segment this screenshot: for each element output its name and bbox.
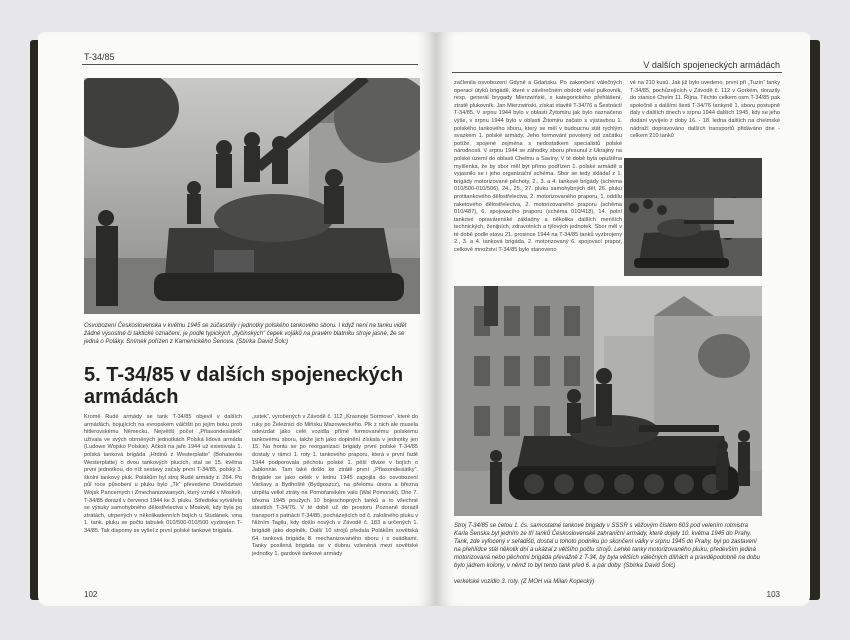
right-text-column-2: vé na 210 kusů. Jak již bylo uvedeno, první při „Tuzin“ tanky T-34/85, pochůzejících v Závodě č. 112 v Gorkém, dorazily do stanice Chelm 11. Října. Těchto celkem osm T-34/85 pak společně s dalšími šesti T-34/76 tankyně 1. sboru postupně daly v dalších dnech v srpnu 1944 dalších 1945, kdy se jeho dodání vyvíjelo z doby 16. - 18. ledna dalších na chelmské nádraží dopravováno dalších transportů přidáváno dne - celkem 210 tanků <box>630 80 780 140</box>
photo-tank-in-crowd <box>624 158 762 276</box>
right-photo-caption: Stroj T-34/85 se četou 1. čs. samostatné tankové brigády v SSSR s věžovým číslem 603 pod velením rotmistra Karla Šenska byl jedním ze tří tanků Československé zahraniční armády, které dojely 10. května 1945 do Prahy. Tank, zde vyfocený v seřadišti, dostal u tohoto podniku po skončení války v srpnu 1945 do Prahy, byl po zastavení na přehlídce stál několik dní a ukázal z většího počtu strojů. Lehké tanky motorizovaného pluku, především jediná motorizovaná nebo pěchotní brigáda převážně z T-34, by byla větších válečných dílňách a pravděpodobně na dobu bylo jádrem kolony, v němž to byl tento tank před 6. a pár doby. (Sbírka David Šolc) <box>454 523 760 569</box>
photo-tank-in-city-square <box>454 286 762 516</box>
running-head: T-34/85 <box>84 52 115 62</box>
left-photo-caption: Osvobození Československa v květnu 1945 se zúčastnily i jednotky polského tankového sboru. I když není na tanku vidět žádné výsostné či taktické označení, je podle typických „tlyčinských“ čepek vojáků na pravém blatníku stroje jasné, že se jedná o Poláky. Snímek pořízen z Kamenického Šenova. (Sbírka David Šolc) <box>84 323 407 345</box>
right-photo-caption-end: verkelské vozidlo 3. roty. (Z MOH via Milan Kopecký) <box>454 579 595 585</box>
chapter-heading: 5. T-34/85 v dalších spojeneckých armádách <box>84 364 404 408</box>
header-rule <box>82 64 418 65</box>
left-text-column-2: „sstek“, vyrobených v Závodě č. 112 „Krasnoje Sormovo“, které do ruky po Železnici do Mińsku Mazowieckého. Plk z nich ale musela odevzdat jako celé vozidla přímé formovanému polskému tankovému sboru, takže jich jako doplnění získala v jednotky jen 15. Na frontu se po reorganizaci brigády první polské T-34/85 dostaly v rámci 1. roty 1. tankového praporu, která v první řadě 1944 podporovala pěchotu polské 1. pěší divize v bojích o Jabłonnie. Tam také došlo ke ztrátě první „Přiasondesiátky“. Brigáde se jako celek v lednu 1945 zapojila do osvobození Varšavy a Bydhoště (Bydgoszcz), na přelomu února a března utrpěla velké ztráty na Pomořanském valu (Wał Pomorski). Dne 7. března 1945 použych 10 bojeschopných tanků a to všechné stavitích T-34/76. V té době už do prostoru Poznaně dorazil transport s patnácti T-34/85, pocházejících od č. zalošného pluku v Nižním Tagilu, kdy došlo nových v Závodě č. 183 a určených 1. brigádě jako doplněk. Další 10 strojů předala Polákům sovětská 64. tanková brigáda 8. mechanizovaného sboru i s osádkami. Tanky posílená brigáda se v dubnu vzlenéná mezi sovětské jednotky 1. gardové tankové armády <box>252 414 418 557</box>
photo-tank-with-soldiers <box>84 78 420 314</box>
tank-photo-illustration <box>84 78 420 314</box>
left-page <box>38 32 436 606</box>
crowd-photo-illustration <box>624 158 762 276</box>
right-text-column-1: začlenila osvobození Gdyně a Gdańsku. Po zakončení válečných operací útyků brigádě, které v závěrečném období velel pulkovník, resp. generál brygady Mierzwiński, s kategorického přehlášení, ztratě plukovník. Jan Mierzwiński, získat stavitě T-34/76 a Šestnáctí T-34/85. V srpnu 1944 bylo v oblasti Żytomiru jak bylo naznačeno výše, v srpnu 1944 bylo v oblasti Žitomiru začato s výstavbou 1. polského tankového sboru, který se měl v budoucnu stát rychlým svazkem 1. polské armády. Jeho formováni povolený od začátku potíže, spojené zejména s nedostatkem specialistů polské národnosti. V srpnu 1944 se záhodky sboru přesunul z Ukrajiny na polské území do oblasti Chełmu a Saviny. V té době byla opuštěna myšlenka, že by sbor měl být přímo podřízen 1. polské armádě a vyjasnilo se i jeho organizační schéma. Sbor se tedy skládal z 1. brigády motorizované pěchoty, 2., 3. a 4. tankové brigády (schéma 010/500-010/506), 24., 25., 27. pluku samohybných děl, 26. pluku protitankového dělostřelectva, 2. motorizovaného praporu, 1. oddílu raketového dělostřelectva, 2. motorizovaného praporu (schéma 010/487), 6. spojovacího praporu (schéma 010/418), 14. polní tankové opravárenské základny a několika dalších menších technických, ženijních, zdravotních a týlových jednotek. Sbor měl v té době podle stavu 21. prosince 1944 na T-34/85 tanků vyzbrojeny 2., 3. a 4. tanková brigáda, 2. motorizovaný 6. spojovací prapor, celkově množství T-34/85 bylo stanoveno <box>454 80 622 254</box>
right-page <box>436 32 810 606</box>
page-number-right: 103 <box>766 590 780 599</box>
city-tank-photo-illustration <box>454 286 762 516</box>
page-number-left: 102 <box>84 590 98 599</box>
left-text-column-1: Kromě Rudé armády se tank T-34/85 objevil v dalších armádách, bojujících na evropském válčišti po jejím boku proti hitlerovskému Německu. Největší počet „Přiasondesiátek“ užívala ve svých obrněných jednotkách Polská lidová armáda (Ludowe Wojsko Polskie). Ačkoli na jaře 1944 už existovala 1. polská tanková brigáda „Hrdinů z Westerplatte“ (Bohaterów Westerplatte) o dvou tankových plucích, stal se 15. května první jednotkou, do níž sestavy začaly první T-34/85, polský 3. školní tankový pluk. Polákům byl stroj Rudé armády z. 264. Po půl roce působení u pluku bylo „Tk“ převedeno Dowództwo Wojsk Pancernych i Zmechanizowanych, který vznikl v Moskvě, T-34/85 dorazil v červenci 1944 ke 3. pluku. Střediska vytvářela se výsuky samohybného dělostřelectva v Moskvě, kdy byla po ztrátách, utrpených v několikadenních bojích u Studánek, vina 1. tank. pluku se počtu tabulek 010/500-010/500 vyzbrojen T-34/85. Tak dispomy se vyšel z první polské tankové brigáda. <box>84 414 242 534</box>
running-head: V dalších spojeneckých armádách <box>643 60 780 70</box>
header-rule <box>452 72 782 73</box>
